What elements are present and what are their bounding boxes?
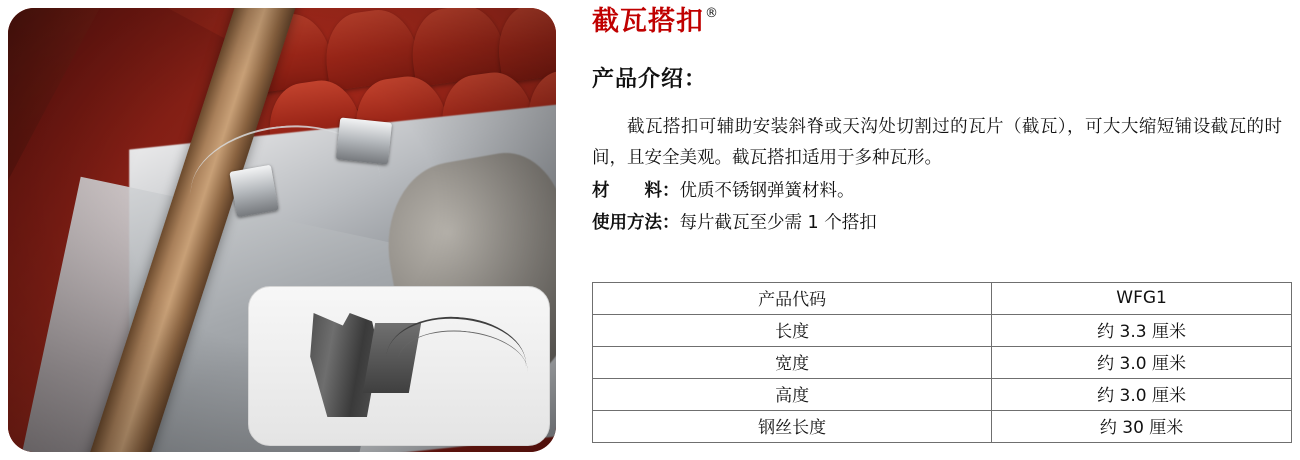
spec-value: 约 3.0 厘米: [992, 379, 1292, 411]
table-row: [593, 411, 1292, 443]
intro-paragraph: 截瓦搭扣可辅助安装斜脊或天沟处切割过的瓦片（截瓦），可大大缩短铺设截瓦的时间，且安全美观。截瓦搭扣适用于多种瓦形。: [592, 117, 1282, 168]
table-row: [593, 315, 1292, 347]
spec-value: 约 3.3 厘米: [992, 315, 1292, 347]
material-label: 材 料：: [592, 181, 680, 201]
spec-label: 宽度: [593, 347, 992, 379]
spec-table-body: [593, 283, 1292, 443]
spec-label: 高度: [593, 379, 992, 411]
usage-label: 使用方法：: [592, 213, 680, 233]
usage-value: 每片截瓦至少需 1 个搭扣: [679, 213, 877, 233]
specification-table: [592, 282, 1292, 443]
spec-value: 约 30 厘米: [992, 411, 1292, 443]
inset-product-photo: [248, 286, 550, 446]
spec-value: 约 3.0 厘米: [992, 347, 1292, 379]
product-title-group: [592, 8, 718, 35]
usage-row: [592, 208, 877, 238]
spec-label: 钢丝长度: [593, 411, 992, 443]
material-value: 优质不锈钢弹簧材料。: [679, 181, 855, 201]
table-row: [593, 283, 1292, 315]
page-title: 截瓦搭扣: [592, 6, 704, 37]
material-row: [592, 176, 855, 206]
table-row: [593, 347, 1292, 379]
intro-heading: 产品介绍：: [592, 67, 708, 92]
spec-label: 产品代码: [593, 283, 992, 315]
spec-label: 长度: [593, 315, 992, 347]
main-product-photo: [8, 8, 556, 452]
registered-trademark-icon: ®: [705, 6, 718, 21]
product-info-panel: [592, 0, 1292, 460]
spec-value: WFG1: [992, 283, 1292, 315]
table-row: [593, 379, 1292, 411]
